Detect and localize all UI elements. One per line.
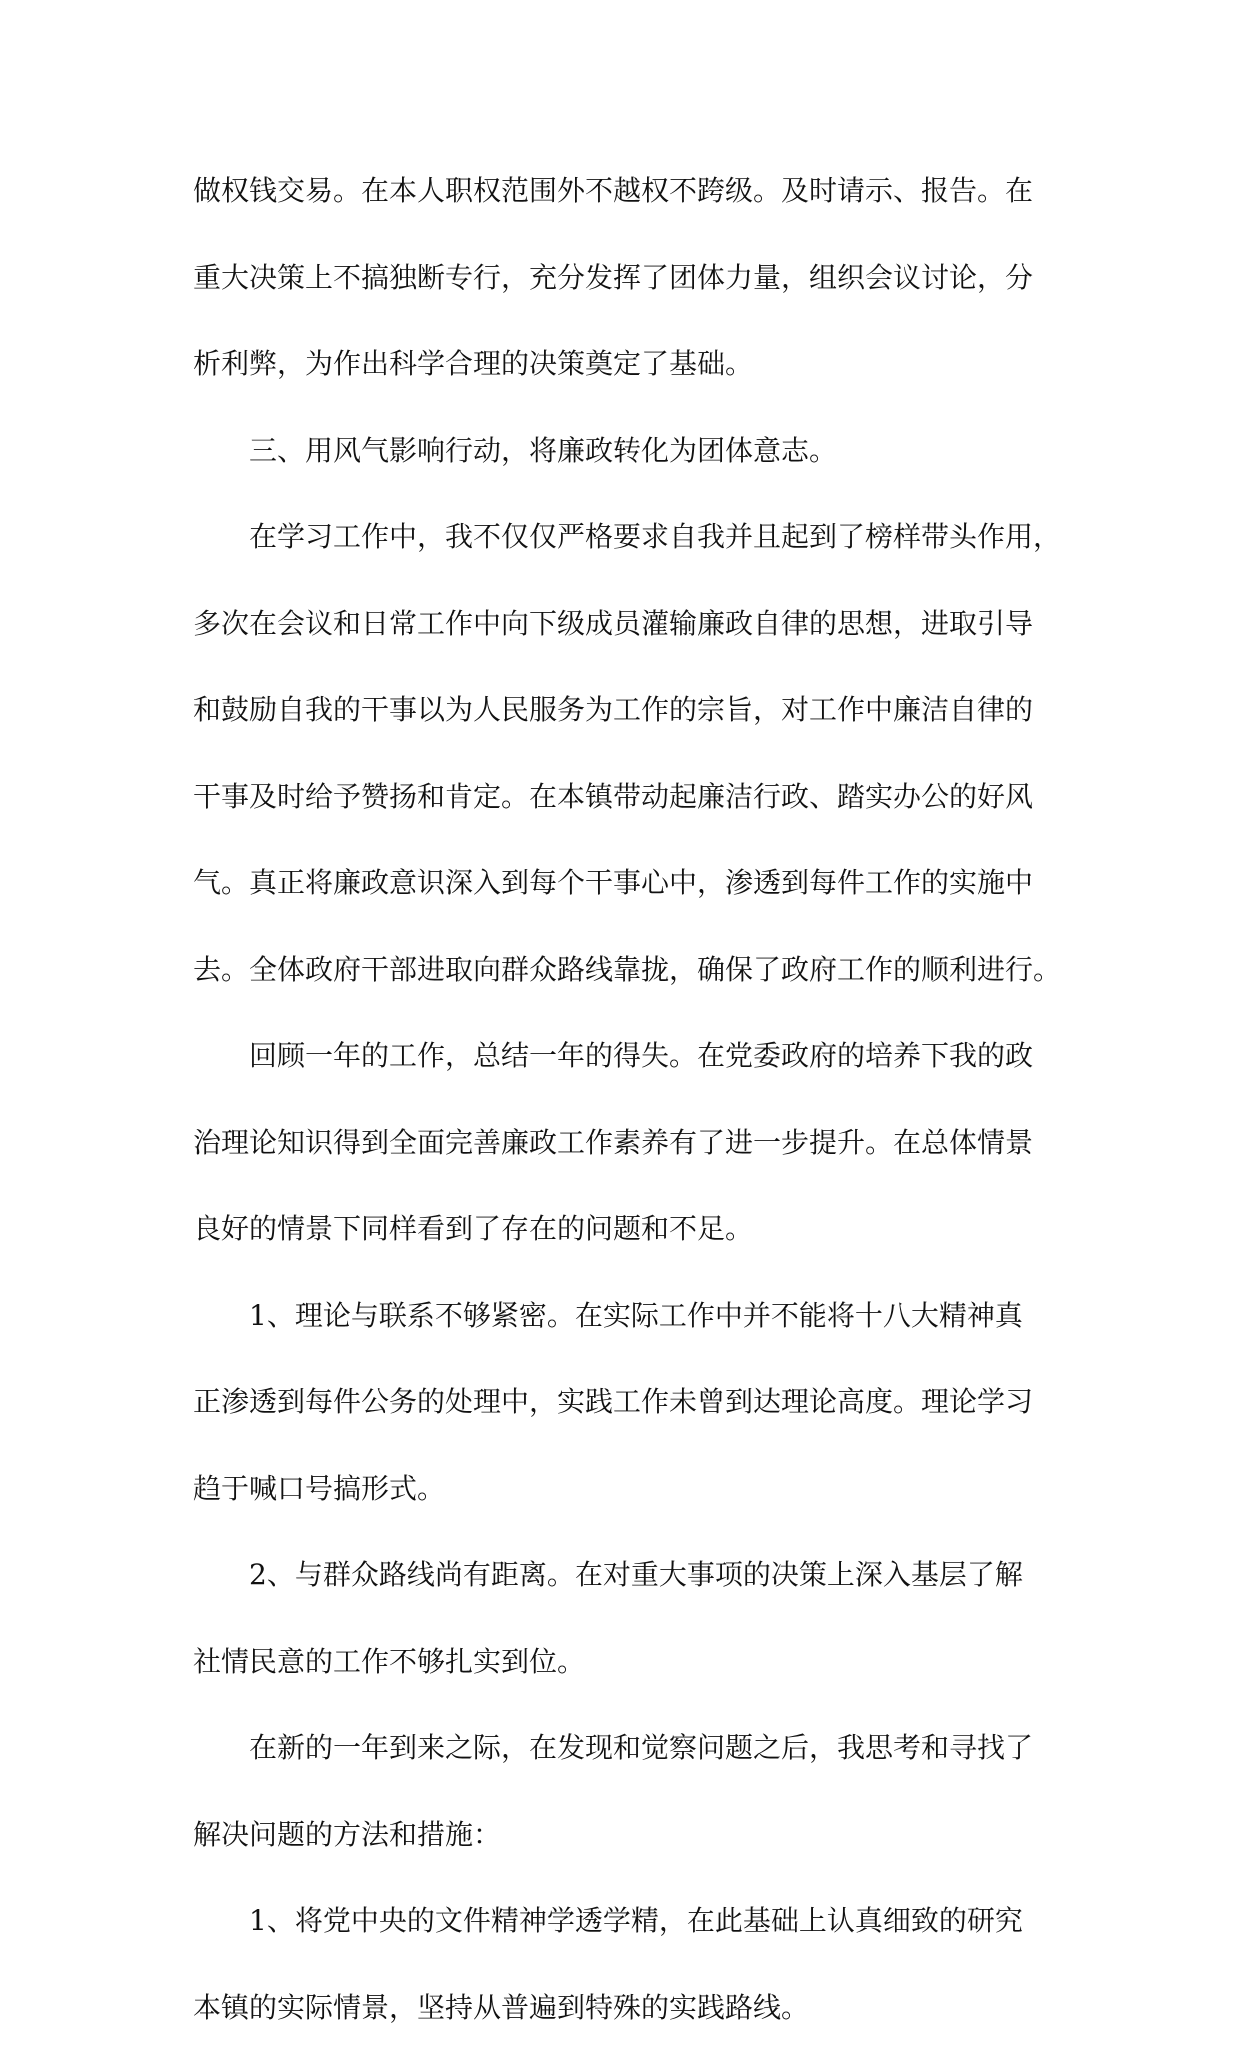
- text-line: 气。真正将廉政意识深入到每个干事心中，渗透到每件工作的实施中: [193, 840, 1053, 927]
- list-item: 1、理论与联系不够紧密。在实际工作中并不能将十八大精神真: [193, 1273, 1053, 1360]
- text-line: 析利弊，为作出科学合理的决策奠定了基础。: [193, 321, 1053, 408]
- text-line: 良好的情景下同样看到了存在的问题和不足。: [193, 1186, 1053, 1273]
- text-line: 去。全体政府干部进取向群众路线靠拢，确保了政府工作的顺利进行。: [193, 927, 1053, 1014]
- text-line: 趋于喊口号搞形式。: [193, 1446, 1053, 1533]
- text-line: 做权钱交易。在本人职权范围外不越权不跨级。及时请示、报告。在: [193, 148, 1053, 235]
- text-line: 正渗透到每件公务的处理中，实践工作未曾到达理论高度。理论学习: [193, 1359, 1053, 1446]
- section-heading: 三、用风气影响行动，将廉政转化为团体意志。: [193, 408, 1053, 495]
- text-line: 治理论知识得到全面完善廉政工作素养有了进一步提升。在总体情景: [193, 1100, 1053, 1187]
- text-line: 和鼓励自我的干事以为人民服务为工作的宗旨，对工作中廉洁自律的: [193, 667, 1053, 754]
- text-line: 本镇的实际情景，坚持从普遍到特殊的实践路线。: [193, 1965, 1053, 2051]
- text-line: 在学习工作中，我不仅仅严格要求自我并且起到了榜样带头作用，: [193, 494, 1053, 581]
- text-line: 多次在会议和日常工作中向下级成员灌输廉政自律的思想，进取引导: [193, 581, 1053, 668]
- text-line: 在新的一年到来之际，在发现和觉察问题之后，我思考和寻找了: [193, 1705, 1053, 1792]
- text-line: 重大决策上不搞独断专行，充分发挥了团体力量，组织会议讨论，分: [193, 235, 1053, 322]
- text-line: 解决问题的方法和措施：: [193, 1792, 1053, 1879]
- text-line: 回顾一年的工作，总结一年的得失。在党委政府的培养下我的政: [193, 1013, 1053, 1100]
- list-item: 1、将党中央的文件精神学透学精，在此基础上认真细致的研究: [193, 1878, 1053, 1965]
- text-line: 社情民意的工作不够扎实到位。: [193, 1619, 1053, 1706]
- document-page: [193, 148, 1053, 2051]
- text-line: 干事及时给予赞扬和肯定。在本镇带动起廉洁行政、踏实办公的好风: [193, 754, 1053, 841]
- list-item: 2、与群众路线尚有距离。在对重大事项的决策上深入基层了解: [193, 1532, 1053, 1619]
